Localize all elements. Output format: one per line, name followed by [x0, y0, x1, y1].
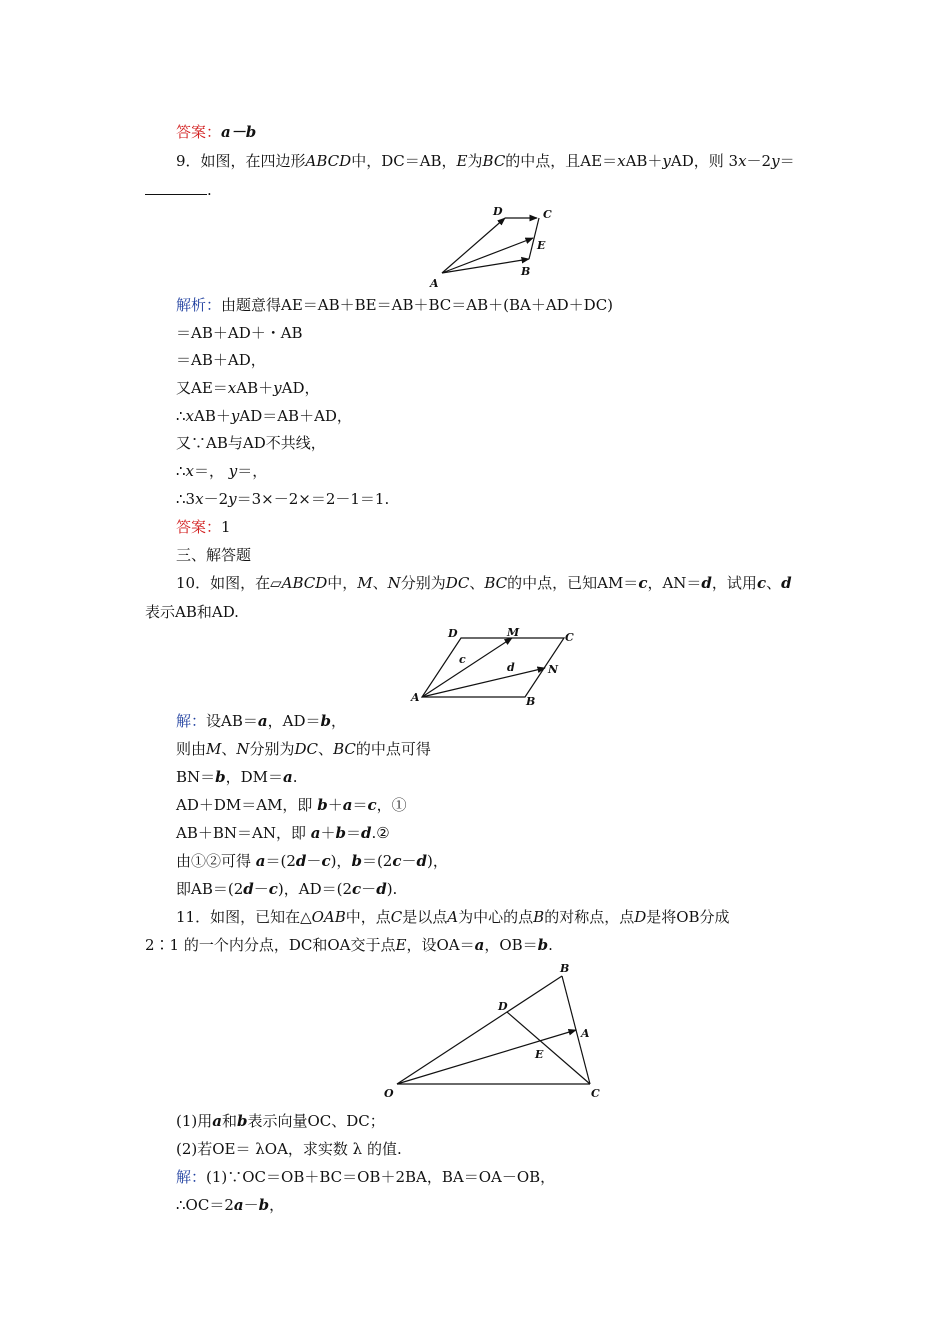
vector-b: b: [351, 852, 362, 870]
sol10-bc: BC: [333, 740, 356, 758]
q10-abcd: ABCD: [281, 574, 328, 592]
sol9-y: y: [228, 490, 237, 508]
q11-text: 是将OB分成: [646, 908, 730, 926]
solution-9-line7: [176, 461, 267, 481]
vector-d: d: [416, 852, 427, 870]
sol10-text: ，①: [376, 796, 407, 814]
vector-b: b: [317, 796, 328, 814]
solution-label: 解：: [176, 712, 207, 730]
q10-vector-d: d: [701, 574, 712, 592]
answer-value: 1: [221, 518, 231, 536]
q11-text: 表示向量OC、DC；: [247, 1112, 385, 1130]
sol9-x: x: [185, 407, 195, 425]
q10-vector-c: c: [638, 574, 648, 592]
vector-c: c: [268, 880, 278, 898]
sol9-text: ＝，: [237, 462, 268, 480]
sol10-text: ，DM＝: [225, 768, 284, 786]
q11-text: 和: [221, 1112, 237, 1130]
sol10-text: AD＋DM＝AM，即: [176, 796, 318, 814]
vector-d: d: [361, 824, 372, 842]
segment-ob: [397, 976, 562, 1084]
vector-b: b: [320, 712, 331, 730]
sol10-text: )，: [427, 852, 448, 870]
question-10-line1: [176, 573, 792, 593]
fig10-label-n: N: [548, 663, 559, 676]
vector-c: c: [321, 852, 331, 870]
q10-bc: BC: [484, 574, 508, 592]
vector-b: b: [335, 824, 346, 842]
sol10-text: ＋: [320, 824, 336, 842]
q11-c: C: [390, 908, 403, 926]
solution-9-line8: [176, 489, 389, 509]
sol9-text: AD＝AB＋AD，: [239, 407, 352, 425]
sol10-text: AB＋BN＝AN，即: [176, 824, 311, 842]
question-9-line1: [176, 151, 795, 171]
fig10-label-vec-d: d: [507, 661, 515, 674]
q10-text: 分别为: [400, 574, 446, 592]
question-11-line1: [176, 907, 730, 927]
q11-e: E: [395, 936, 407, 954]
solution-10-line6: [176, 851, 448, 871]
q9-y: y: [662, 152, 671, 170]
sol10-text: ＝(2: [361, 852, 393, 870]
q9-text: AB＋: [625, 152, 663, 170]
vector-oa: [397, 1030, 576, 1084]
answer-value: a－b: [221, 123, 257, 141]
sol9-text: ＝3×－2×＝2－1＝1.: [236, 490, 390, 508]
solution-11-line1: [176, 1167, 555, 1187]
fig10-label-c: C: [565, 631, 574, 644]
q10-text: 10．如图，在▱: [176, 574, 282, 592]
q11-text: 中，点: [345, 908, 391, 926]
sol9-text: ∴3: [176, 490, 196, 508]
sol10-text: －: [253, 880, 269, 898]
fig9-label-c: C: [543, 208, 552, 221]
answer-8: [176, 122, 256, 142]
vector-b: b: [537, 936, 549, 954]
vector-a: a: [257, 712, 268, 730]
q10-text: ，AN＝: [647, 574, 702, 592]
q9-text: 为: [467, 152, 483, 170]
solution-9-line5: [176, 406, 352, 426]
sol10-text: .②: [371, 824, 390, 842]
question-9-line2: [145, 180, 212, 200]
q10-n: N: [387, 574, 401, 592]
q9-x: x: [617, 152, 626, 170]
sol10-dc: DC: [294, 740, 319, 758]
q11-d: D: [634, 908, 647, 926]
q9-text: AD，则 3: [670, 152, 739, 170]
vector-a: a: [474, 936, 485, 954]
q11-text: .: [548, 936, 553, 954]
vector-am: [422, 638, 512, 697]
solution-10-line7: [176, 879, 397, 899]
q9-text: .: [207, 181, 212, 199]
sol10-text: ，: [330, 712, 346, 730]
q10-text: 、: [372, 574, 388, 592]
fig11-label-a: A: [581, 1027, 590, 1040]
q10-text: ，试用: [711, 574, 757, 592]
sol9-y: y: [228, 462, 238, 480]
solution-9-line1: [176, 295, 613, 315]
sol9-text: 又AE＝: [176, 379, 228, 397]
sol11-text: (1)∵OC＝OB＋BC＝OB＋2BA，BA＝OA－OB，: [206, 1168, 556, 1186]
vector-a: a: [212, 1112, 222, 1130]
sol9-text: AB＋: [194, 407, 231, 425]
vector-d: d: [295, 852, 307, 870]
fig11-label-b: B: [560, 962, 570, 975]
solution-10-line1: [176, 711, 346, 731]
q9-e: E: [456, 152, 468, 170]
q11-text: (1)用: [176, 1112, 213, 1130]
q9-text: －2: [746, 152, 772, 170]
sol9-x: x: [185, 462, 195, 480]
q11-text: 2∶1 的一个内分点，DC和OA交于点: [145, 936, 396, 954]
solution-10-line5: [176, 823, 390, 843]
solution-label: 解：: [176, 1168, 207, 1186]
vector-b: b: [215, 768, 226, 786]
question-11-part2: (2)若OE＝ λOA，求实数 λ 的值.: [176, 1140, 402, 1158]
q11-a: A: [447, 908, 459, 926]
sol9-text: 由题意得AE＝AB＋BE＝AB＋BC＝AB＋(BA＋AD＋DC): [221, 296, 614, 314]
q11-text: ，设OA＝: [406, 936, 475, 954]
sol10-text: 分别为: [249, 740, 295, 758]
vector-d: d: [376, 880, 387, 898]
sol10-text: ，AD＝: [267, 712, 321, 730]
fig10-label-d: D: [448, 627, 458, 640]
sol10-text: )，AD＝(2: [277, 880, 353, 898]
vector-a: a: [310, 824, 321, 842]
q11-text: ，OB＝: [484, 936, 538, 954]
sol11-text: －: [243, 1196, 259, 1214]
vector-ae: [442, 238, 533, 273]
vector-a: a: [255, 852, 266, 870]
sol11-text: ∴OC＝2: [176, 1196, 234, 1214]
q9-bc: BC: [482, 152, 506, 170]
parallelogram-abcd: [422, 638, 564, 697]
solution-label: 解析：: [176, 296, 222, 314]
vector-a: a: [342, 796, 353, 814]
q11-oab: OAB: [311, 908, 346, 926]
sol10-text: ＝(2: [265, 852, 296, 870]
sol10-text: BN＝: [176, 768, 216, 786]
solution-9-line2: ＝AB＋AD＋・AB: [176, 324, 303, 342]
figure-10-parallelogram: [408, 625, 588, 710]
sol9-text: AD，: [281, 379, 320, 397]
section-title: 三、解答题: [176, 546, 252, 564]
sol10-text: －: [306, 852, 322, 870]
vector-a: a: [283, 768, 293, 786]
sol9-text: ＝，: [194, 462, 229, 480]
q10-m: M: [357, 574, 373, 592]
sol10-n: N: [236, 740, 250, 758]
question-11-line2: [145, 935, 553, 955]
q11-text: 的对称点，点: [544, 908, 635, 926]
vector-a: a: [233, 1196, 244, 1214]
q9-text: 中，DC＝AB，: [351, 152, 457, 170]
segment-dc: [507, 1012, 590, 1084]
q10-vector-d: d: [781, 574, 792, 592]
sol10-text: 则由: [176, 740, 207, 758]
sol10-text: ＝: [345, 824, 361, 842]
fig9-label-d: D: [493, 205, 503, 218]
answer-9: [176, 517, 231, 537]
sol9-x: x: [227, 379, 237, 397]
fig9-label-b: B: [521, 265, 531, 278]
q10-text: 的中点，已知AM＝: [507, 574, 639, 592]
sol10-text: 由①②可得: [176, 852, 256, 870]
question-11-part1: [176, 1111, 385, 1131]
fig11-label-e: E: [535, 1048, 544, 1061]
sol10-text: 的中点可得: [355, 740, 431, 758]
vector-an: [422, 668, 545, 697]
sol10-text: ＝: [352, 796, 368, 814]
sol9-y: y: [273, 379, 282, 397]
sol10-text: 、: [221, 740, 237, 758]
sol10-text: ＋: [327, 796, 343, 814]
sol10-text: 即AB＝(2: [176, 880, 244, 898]
q11-text: 是以点: [402, 908, 448, 926]
vector-d: d: [243, 880, 254, 898]
figure-9-quadrilateral: [425, 203, 565, 293]
vector-c: c: [392, 852, 402, 870]
question-10-line2: 表示AB和AD.: [145, 603, 239, 621]
q10-text: 、: [766, 574, 782, 592]
fig10-label-a: A: [411, 691, 420, 704]
sol10-text: ).: [386, 880, 398, 898]
figure-11-triangle: [380, 960, 620, 1100]
fig11-label-o: O: [384, 1087, 394, 1100]
vector-b: b: [258, 1196, 270, 1214]
q9-abcd: ABCD: [305, 152, 352, 170]
solution-9-line3: ＝AB＋AD，: [176, 351, 266, 369]
fig10-label-vec-c: c: [459, 653, 466, 666]
solution-10-line3: [176, 767, 298, 787]
sol9-text: ∴: [176, 462, 186, 480]
solution-11-line2: [176, 1195, 284, 1215]
q9-x: x: [738, 152, 747, 170]
answer-label: 答案：: [176, 123, 222, 141]
fig9-label-a: A: [430, 277, 439, 290]
sol9-text: ∴: [176, 407, 186, 425]
q10-text: 中，: [327, 574, 358, 592]
solution-10-line4: [176, 795, 407, 815]
q11-text: 11．如图，已知在△: [176, 908, 312, 926]
sol10-text: )，: [330, 852, 352, 870]
q9-text: 9．如图，在四边形: [176, 152, 306, 170]
solution-9-line6: 又∵AB与AD不共线，: [176, 434, 326, 452]
q10-vector-c: c: [756, 574, 767, 592]
fig10-label-b: B: [526, 695, 536, 708]
q11-b: B: [533, 908, 545, 926]
sol10-text: 设AB＝: [206, 712, 258, 730]
solution-10-line2: [176, 739, 431, 759]
vector-c: c: [367, 796, 377, 814]
sol10-text: 、: [318, 740, 334, 758]
q9-y: y: [771, 152, 780, 170]
q11-text: 为中心的点: [458, 908, 534, 926]
sol10-m: M: [206, 740, 222, 758]
answer-blank: [145, 182, 207, 195]
sol10-text: .: [292, 768, 298, 786]
fig11-label-d: D: [498, 1000, 508, 1013]
sol10-text: －: [401, 852, 417, 870]
vector-b: b: [237, 1112, 248, 1130]
sol9-x: x: [195, 490, 204, 508]
fig10-label-m: M: [507, 626, 520, 639]
fig11-label-c: C: [591, 1087, 600, 1100]
sol11-text: ，: [269, 1196, 285, 1214]
sol9-y: y: [230, 407, 240, 425]
sol9-text: －2: [203, 490, 229, 508]
q10-dc: DC: [445, 574, 470, 592]
sol10-text: －: [361, 880, 377, 898]
vector-c: c: [352, 880, 362, 898]
q9-text: ＝: [779, 152, 795, 170]
q9-text: 的中点，且AE＝: [505, 152, 618, 170]
q10-text: 、: [469, 574, 485, 592]
fig9-label-e: E: [537, 239, 546, 252]
sol9-text: AB＋: [236, 379, 274, 397]
solution-9-line4: [176, 378, 319, 398]
answer-label: 答案：: [176, 518, 222, 536]
